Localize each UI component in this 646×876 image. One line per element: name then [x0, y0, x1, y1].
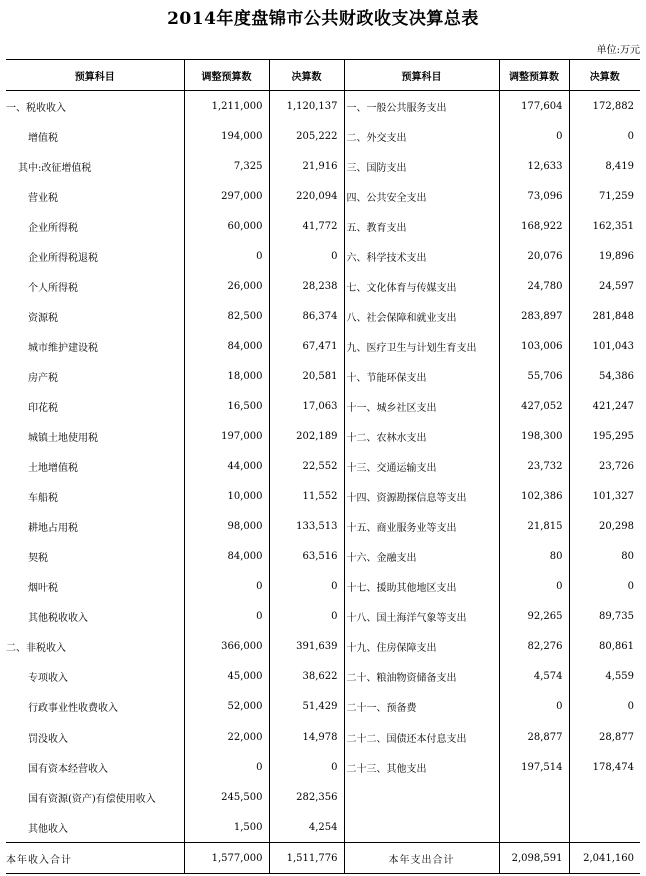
expense-budget: 197,514: [499, 752, 569, 782]
table-row: [6, 121, 640, 151]
income-final: 86,374: [269, 301, 344, 331]
expense-budget: [499, 812, 569, 843]
table-row: [6, 632, 640, 662]
income-final: 0: [269, 572, 344, 602]
table-row: [6, 151, 640, 181]
table-row: [6, 662, 640, 692]
expense-item: 十六、金融支出: [344, 542, 499, 572]
expense-budget: 55,706: [499, 361, 569, 391]
table-row: [6, 482, 640, 512]
expense-final: 28,877: [569, 722, 640, 752]
income-final: 11,552: [269, 482, 344, 512]
income-budget: 84,000: [184, 542, 269, 572]
income-final: 28,238: [269, 271, 344, 301]
expense-final: 89,735: [569, 602, 640, 632]
expense-budget: 177,604: [499, 91, 569, 122]
income-budget: 0: [184, 602, 269, 632]
income-final: 22,552: [269, 452, 344, 482]
income-item: 印花税: [28, 402, 58, 414]
income-item: 契税: [28, 553, 48, 565]
income-item: 烟叶税: [28, 583, 58, 595]
expense-final: 4,559: [569, 662, 640, 692]
income-budget: 0: [184, 572, 269, 602]
header-income-final: 决算数: [269, 60, 344, 91]
income-final: 391,639: [269, 632, 344, 662]
table-row: [6, 301, 640, 331]
expense-item: 二十、粮油物资储备支出: [344, 662, 499, 692]
expense-final: 0: [569, 121, 640, 151]
expense-budget: 82,276: [499, 632, 569, 662]
table-row: [6, 752, 640, 782]
expense-final: 71,259: [569, 181, 640, 211]
expense-budget: 23,732: [499, 452, 569, 482]
expense-budget: 103,006: [499, 331, 569, 361]
total-row: [6, 843, 640, 874]
page-title: 2014年度盘锦市公共财政收支决算总表: [167, 9, 479, 29]
expense-budget: 24,780: [499, 271, 569, 301]
income-final: 0: [269, 241, 344, 271]
income-budget: 98,000: [184, 512, 269, 542]
expense-budget: 168,922: [499, 211, 569, 241]
expense-item: 二十三、其他支出: [344, 752, 499, 782]
expense-item: 二十一、预备费: [344, 692, 499, 722]
table-row: [6, 91, 640, 122]
income-item: 城市维护建设税: [28, 342, 98, 354]
income-budget: 82,500: [184, 301, 269, 331]
income-budget: 44,000: [184, 452, 269, 482]
income-final: 41,772: [269, 211, 344, 241]
income-final: 0: [269, 602, 344, 632]
income-budget: 26,000: [184, 271, 269, 301]
income-budget: 52,000: [184, 692, 269, 722]
expense-final: 421,247: [569, 391, 640, 421]
income-budget: 0: [184, 241, 269, 271]
expense-budget: 28,877: [499, 722, 569, 752]
table-row: [6, 271, 640, 301]
expense-item: 十一、城乡社区支出: [344, 391, 499, 421]
expense-item: 十八、国土海洋气象等支出: [344, 602, 499, 632]
table-row: [6, 181, 640, 211]
income-item: 增值税: [28, 132, 58, 144]
expense-budget: 4,574: [499, 662, 569, 692]
income-budget: 194,000: [184, 121, 269, 151]
income-item: 营业税: [28, 192, 58, 204]
income-item: 资源税: [28, 312, 58, 324]
income-item: 车船税: [28, 493, 58, 505]
expense-budget: 73,096: [499, 181, 569, 211]
income-budget: 7,325: [184, 151, 269, 181]
income-final: 0: [269, 752, 344, 782]
income-total-final: 1,511,776: [269, 843, 344, 874]
income-final: 4,254: [269, 812, 344, 843]
expense-item: 十三、交通运输支出: [344, 452, 499, 482]
expense-budget: [499, 782, 569, 812]
income-final: 1,120,137: [269, 91, 344, 122]
header-expense-budget: 调整预算数: [499, 60, 569, 91]
income-item: 耕地占用税: [28, 523, 78, 535]
income-final: 51,429: [269, 692, 344, 722]
income-budget: 0: [184, 752, 269, 782]
expense-final: 178,474: [569, 752, 640, 782]
income-final: 220,094: [269, 181, 344, 211]
income-item: 专项收入: [28, 673, 68, 685]
expense-final: 195,295: [569, 422, 640, 452]
income-budget: 22,000: [184, 722, 269, 752]
expense-budget: 0: [499, 121, 569, 151]
expense-budget: 102,386: [499, 482, 569, 512]
income-total-label: 本年收入合计: [6, 843, 184, 874]
expense-item: 九、医疗卫生与计划生育支出: [344, 331, 499, 361]
expense-budget: 21,815: [499, 512, 569, 542]
income-item: 其他税收收入: [28, 613, 88, 625]
expense-item: [344, 782, 499, 812]
table-row: [6, 692, 640, 722]
income-item: 行政事业性收费收入: [28, 703, 118, 715]
income-item: 一、税收收入: [6, 102, 66, 114]
income-budget: 245,500: [184, 782, 269, 812]
income-budget: 197,000: [184, 422, 269, 452]
income-item: 企业所得税: [28, 222, 78, 234]
expense-item: 一、一般公共服务支出: [344, 91, 499, 122]
expense-final: 23,726: [569, 452, 640, 482]
expense-final: 80,861: [569, 632, 640, 662]
income-item: 其中:改征增值税: [18, 162, 92, 174]
income-item: 罚没收入: [28, 733, 68, 745]
income-item: 企业所得税退税: [28, 252, 98, 264]
header-expense-item: 预算科目: [344, 60, 499, 91]
expense-budget: 0: [499, 692, 569, 722]
expense-total-budget: 2,098,591: [499, 843, 569, 874]
expense-final: 0: [569, 692, 640, 722]
expense-item: 八、社会保障和就业支出: [344, 301, 499, 331]
table-row: [6, 422, 640, 452]
table-body: [6, 91, 640, 874]
expense-item: 六、科学技术支出: [344, 241, 499, 271]
table-row: [6, 331, 640, 361]
income-item: 城镇土地使用税: [28, 433, 98, 445]
expense-budget: 92,265: [499, 602, 569, 632]
table-row: [6, 782, 640, 812]
income-final: 20,581: [269, 361, 344, 391]
expense-final: 281,848: [569, 301, 640, 331]
income-item: 房产税: [28, 372, 58, 384]
income-budget: 84,000: [184, 331, 269, 361]
income-final: 17,063: [269, 391, 344, 421]
expense-budget: 20,076: [499, 241, 569, 271]
expense-item: 七、文化体育与传媒支出: [344, 271, 499, 301]
expense-item: 十二、农林水支出: [344, 422, 499, 452]
income-item: 二、非税收入: [6, 643, 66, 655]
expense-final: 80: [569, 542, 640, 572]
expense-final: 172,882: [569, 91, 640, 122]
expense-item: 四、公共安全支出: [344, 181, 499, 211]
unit-label: 单位:万元: [596, 45, 640, 56]
expense-final: 0: [569, 572, 640, 602]
header-expense-final: 决算数: [569, 60, 640, 91]
income-final: 14,978: [269, 722, 344, 752]
table-row: [6, 391, 640, 421]
income-final: 38,622: [269, 662, 344, 692]
income-final: 205,222: [269, 121, 344, 151]
income-item: 土地增值税: [28, 463, 78, 475]
expense-final: 24,597: [569, 271, 640, 301]
expense-item: 十五、商业服务业等支出: [344, 512, 499, 542]
budget-table: [6, 59, 640, 874]
header-income-budget: 调整预算数: [184, 60, 269, 91]
income-final: 21,916: [269, 151, 344, 181]
income-budget: 1,211,000: [184, 91, 269, 122]
expense-item: 十、节能环保支出: [344, 361, 499, 391]
expense-budget: 80: [499, 542, 569, 572]
income-item: 其他收入: [28, 823, 68, 835]
expense-final: 8,419: [569, 151, 640, 181]
expense-item: 十九、住房保障支出: [344, 632, 499, 662]
table-row: [6, 241, 640, 271]
income-final: 63,516: [269, 542, 344, 572]
table-row: [6, 572, 640, 602]
table-row: [6, 452, 640, 482]
expense-total-final: 2,041,160: [569, 843, 640, 874]
income-item: 个人所得税: [28, 282, 78, 294]
income-budget: 60,000: [184, 211, 269, 241]
income-budget: 45,000: [184, 662, 269, 692]
expense-budget: 283,897: [499, 301, 569, 331]
expense-final: 20,298: [569, 512, 640, 542]
expense-item: 五、教育支出: [344, 211, 499, 241]
expense-budget: 12,633: [499, 151, 569, 181]
income-budget: 297,000: [184, 181, 269, 211]
table-row: [6, 361, 640, 391]
expense-budget: 198,300: [499, 422, 569, 452]
table-row: [6, 722, 640, 752]
income-total-budget: 1,577,000: [184, 843, 269, 874]
expense-final: [569, 782, 640, 812]
expense-item: 十七、援助其他地区支出: [344, 572, 499, 602]
income-final: 202,189: [269, 422, 344, 452]
income-budget: 366,000: [184, 632, 269, 662]
table-row: [6, 542, 640, 572]
expense-final: 54,386: [569, 361, 640, 391]
table-row: [6, 812, 640, 843]
income-final: 133,513: [269, 512, 344, 542]
income-final: 67,471: [269, 331, 344, 361]
expense-final: 162,351: [569, 211, 640, 241]
table-row: [6, 602, 640, 632]
expense-total-label: 本年支出合计: [344, 843, 499, 874]
expense-item: [344, 812, 499, 843]
expense-final: 101,327: [569, 482, 640, 512]
income-item: 国有资源(资产)有偿使用收入: [28, 793, 156, 805]
expense-budget: 0: [499, 572, 569, 602]
expense-final: 101,043: [569, 331, 640, 361]
expense-item: 三、国防支出: [344, 151, 499, 181]
table-row: [6, 512, 640, 542]
expense-budget: 427,052: [499, 391, 569, 421]
expense-item: 十四、资源勘探信息等支出: [344, 482, 499, 512]
header-income-item: 预算科目: [6, 60, 184, 91]
income-item: 国有资本经营收入: [28, 763, 108, 775]
header-row: [6, 60, 640, 91]
income-budget: 10,000: [184, 482, 269, 512]
expense-final: [569, 812, 640, 843]
income-budget: 1,500: [184, 812, 269, 843]
expense-final: 19,896: [569, 241, 640, 271]
income-budget: 16,500: [184, 391, 269, 421]
table-row: [6, 211, 640, 241]
expense-item: 二、外交支出: [344, 121, 499, 151]
income-budget: 18,000: [184, 361, 269, 391]
income-final: 282,356: [269, 782, 344, 812]
expense-item: 二十二、国债还本付息支出: [344, 722, 499, 752]
